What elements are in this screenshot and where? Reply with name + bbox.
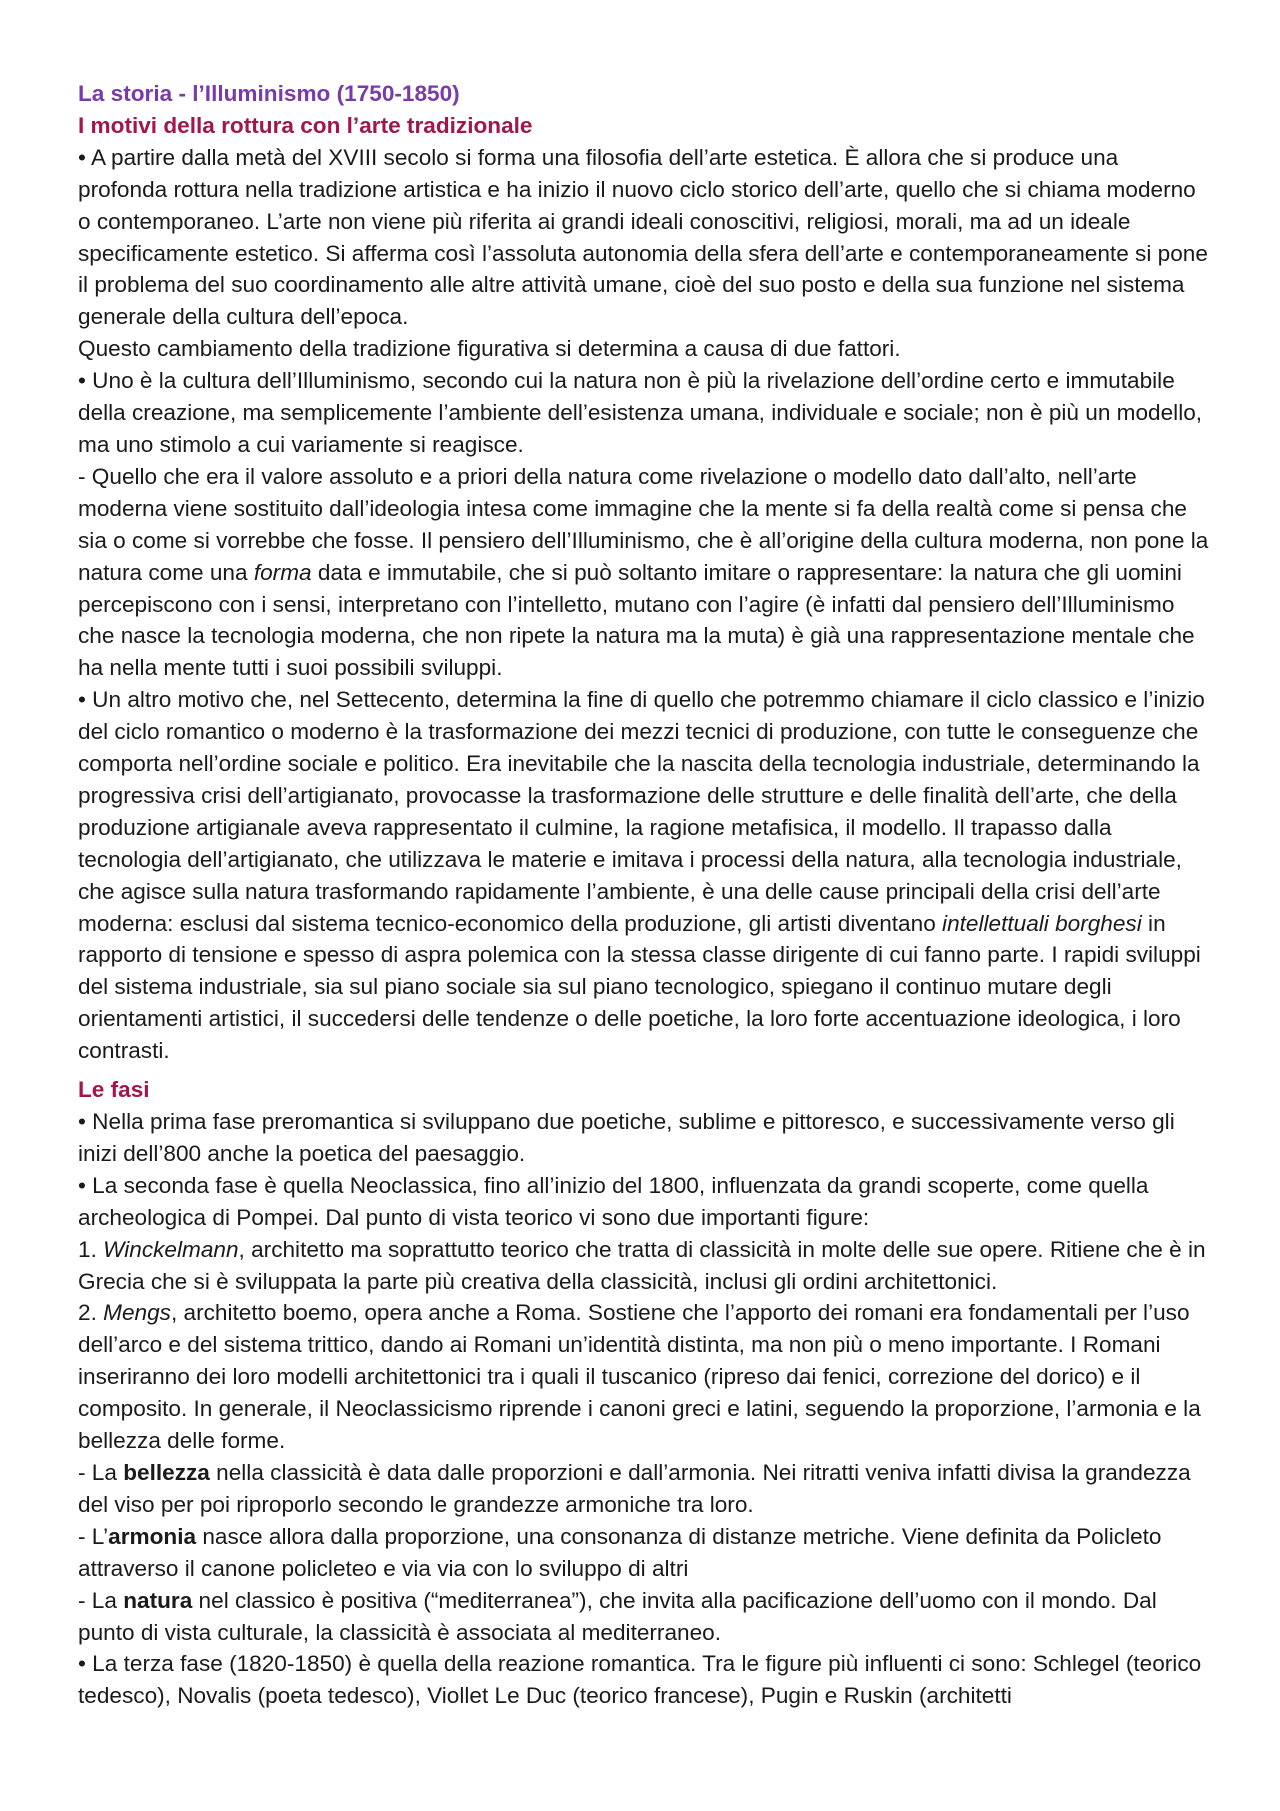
paragraph-natura: - La natura nel classico è positiva (“mediterranea”), che invita alla pacificazione dell’uomo con il mondo. Dal punto di vista culturale, la classicità è associata al mediterraneo. [78,1587,1157,1645]
paragraph-armonia: - L’armonia nasce allora dalla proporzione, una consonanza di distanze metriche. Viene definita da Policleto attraverso il canone policleteo e via via con lo sviluppo di altri [78,1523,1162,1581]
paragraph-ideologia: - Quello che era il valore assoluto e a priori della natura come rivelazione o modello dato dall’alto, nell’arte moderna viene sostituito dall’ideologia intesa come immagine che la mente si fa della realtà come si pensa che sia o come si vorrebbe che fosse. Il pensiero dell’Illuminismo, che è all’origine della cultura moderna, non pone la natura come una forma data e immutabile, che si può soltanto imitare o rappresentare: la natura che gli uomini percepiscono con i sensi, interpretano con l’intelletto, mutano con l’agire (è infatti dal pensiero dell’Illuminismo che nasce la tecnologia moderna, che non ripete la natura ma la muta) è già una rappresentazione mentale che ha nella mente tutti i suoi possibili sviluppi. [78,463,1209,681]
paragraph-bellezza: - La bellezza nella classicità è data dalle proporzioni e dall’armonia. Nei ritratti veniva infatti divisa la grandezza del viso per poi riproporlo secondo le grandezze armoniche tra loro. [78,1459,1191,1517]
paragraph-estetica: • A partire dalla metà del XVIII secolo si forma una filosofia dell’arte estetica. È allora che si produce una profonda rottura nella tradizione artistica e ha inizio il nuovo ciclo storico dell’arte, quello che si chiama moderno o contemporaneo. L’arte non viene più riferita ai grandi ideali conoscitivi, religiosi, morali, ma ad un ideale specificamente estetico. Si afferma così l’assoluta autonomia della sfera dell’arte e contemporaneamente si pone il problema del suo coordinamento alle altre attività umane, cioè del suo posto e della sua funzione nel sistema generale della cultura dell’epoca. [78,144,1208,330]
document-title: La storia - l’Illuminismo (1750-1850) [78,81,460,106]
section-heading-rottura: I motivi della rottura con l’arte tradizionale [78,112,533,138]
section-heading-fasi: Le fasi [78,1077,150,1103]
list-item-winckelmann: 1. Winckelmann, architetto ma soprattutto teorico che tratta di classicità in molte delle sue opere. Ritiene che è in Grecia che si è sviluppata la parte più creativa della classicità, inclusi gli ordini architettonici. [78,1236,1206,1294]
paragraph-tecnologia: • Un altro motivo che, nel Settecento, determina la fine di quello che potremmo chiamare il ciclo classico e l’inizio del ciclo romantico o moderno è la trasformazione dei mezzi tecnici di produzione, con tutte le conseguenze che comporta nell’ordine sociale e politico. Era inevitabile che la nascita della tecnologia industriale, determinando la progressiva crisi dell’artigianato, provocasse la trasformazione delle strutture e delle finalità dell’arte, che della produzione artigianale aveva rappresentato il culmine, la ragione metafisica, il modello. Il trapasso dalla tecnologia dell’artigianato, che utilizzava le materie e imitava i processi della natura, alla tecnologia industriale, che agisce sulla natura trasformando rapidamente l’ambiente, è una delle cause principali della crisi dell’arte moderna: esclusi dal sistema tecnico-economico della produzione, gli artisti diventano intellettuali borghesi in rapporto di tensione e spesso di aspra polemica con la stessa classe dirigente di cui fanno parte. I rapidi sviluppi del sistema industriale, sia sul piano sociale sia sul piano tecnologico, spiegano il continuo mutare degli orientamenti artistici, il succedersi delle tendenze o delle poetiche, la loro forte accentuazione ideologica, i loro contrasti. [78,687,1205,1064]
list-item-mengs: 2. Mengs, architetto boemo, opera anche a Roma. Sostiene che l’apporto dei romani era fondamentali per l’uso dell’arco e del sistema trittico, dando ai Romani un’identità distinta, ma non più o meno importante. I Romani inseriranno dei loro modelli architettonici tra i quali il tuscanico (ripreso dai fenici, correzione del dorico) e il composito. In generale, il Neoclassicismo riprende i canoni greci e latini, seguendo la proporzione, l’armonia e la bellezza delle forme. [78,1300,1201,1454]
paragraph-illuminismo: • Uno è la cultura dell’Illuminismo, secondo cui la natura non è più la rivelazione dell’ordine certo e immutabile della creazione, ma semplicemente l’ambiente dell’esistenza umana, individuale e sociale; non è più un modello, ma uno stimolo a cui variamente si reagisce. [78,368,1203,457]
paragraph-fase-neoclassica: • La seconda fase è quella Neoclassica, fino all’inizio del 1800, influenzata da grandi scoperte, come quella archeologica di Pompei. Dal punto di vista teorico vi sono due importanti figure: [78,1172,1149,1230]
paragraph-fase-preromantica: • Nella prima fase preromantica si sviluppano due poetiche, sublime e pittoresco, e successivamente verso gli inizi dell’800 anche la poetica del paesaggio. [78,1109,1175,1166]
paragraph-fase-romantica: • La terza fase (1820-1850) è quella della reazione romantica. Tra le figure più influenti ci sono: Schlegel (teorico tedesco), Novalis (poeta tedesco), Viollet Le Duc (teorico francese), Pugin e Ruskin (architetti [78,1651,1202,1709]
document-page [78,78,1210,1712]
paragraph-due-fattori: Questo cambiamento della tradizione figurativa si determina a causa di due fattori. [78,336,901,362]
